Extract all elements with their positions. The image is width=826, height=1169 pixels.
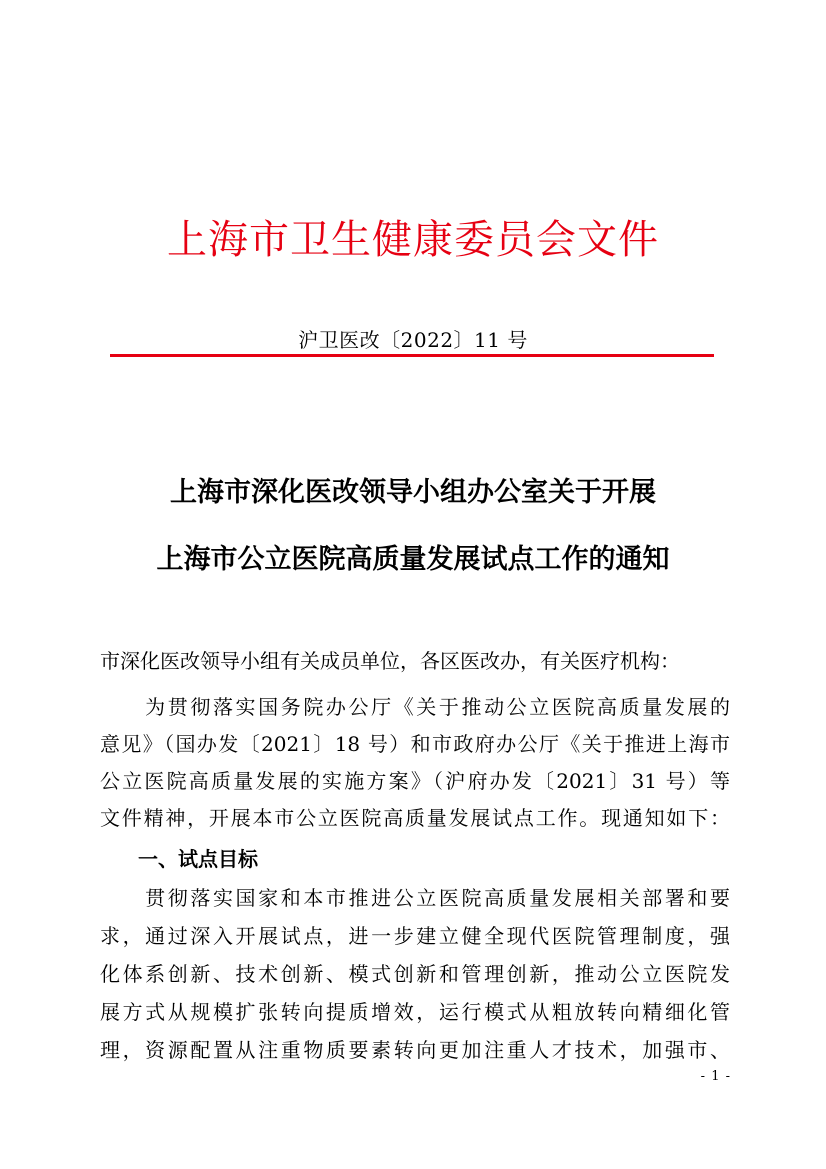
section1-line-1: 贯彻落实国家和本市推进公立医院高质量发展相关部署和要	[100, 886, 730, 910]
document-number: 沪卫医改〔2022〕11 号	[298, 328, 528, 352]
intro-line-4: 文件精神，开展本市公立医院高质量发展试点工作。现通知如下：	[100, 806, 730, 830]
issuer-title: 上海市卫生健康委员会文件	[167, 217, 659, 263]
recipients-line: 市深化医改领导小组有关成员单位，各区医改办，有关医疗机构：	[100, 649, 680, 673]
notice-title-line-1: 上海市深化医改领导小组办公室关于开展	[170, 477, 656, 508]
section1-line-5: 理，资源配置从注重物质要素转向更加注重人才技术，加强市、	[100, 1038, 730, 1062]
page-number: - 1 -	[700, 1069, 731, 1084]
section1-line-2: 求，通过深入开展试点，进一步建立健全现代医院管理制度，强	[100, 924, 730, 948]
red-divider	[110, 354, 714, 357]
section1-line-4: 展方式从规模扩张转向提质增效，运行模式从粗放转向精细化管	[100, 1000, 730, 1024]
notice-title-line-2: 上海市公立医院高质量发展试点工作的通知	[156, 544, 670, 575]
intro-line-3: 公立医院高质量发展的实施方案》（沪府办发〔2021〕31 号）等	[100, 769, 730, 793]
section-heading-1: 一、试点目标	[138, 847, 258, 871]
section1-line-3: 化体系创新、技术创新、模式创新和管理创新，推动公立医院发	[100, 962, 730, 986]
intro-line-2: 意见》（国办发〔2021〕18 号）和市政府办公厅《关于推进上海市	[100, 732, 730, 756]
intro-line-1: 为贯彻落实国务院办公厅《关于推动公立医院高质量发展的	[100, 695, 730, 719]
